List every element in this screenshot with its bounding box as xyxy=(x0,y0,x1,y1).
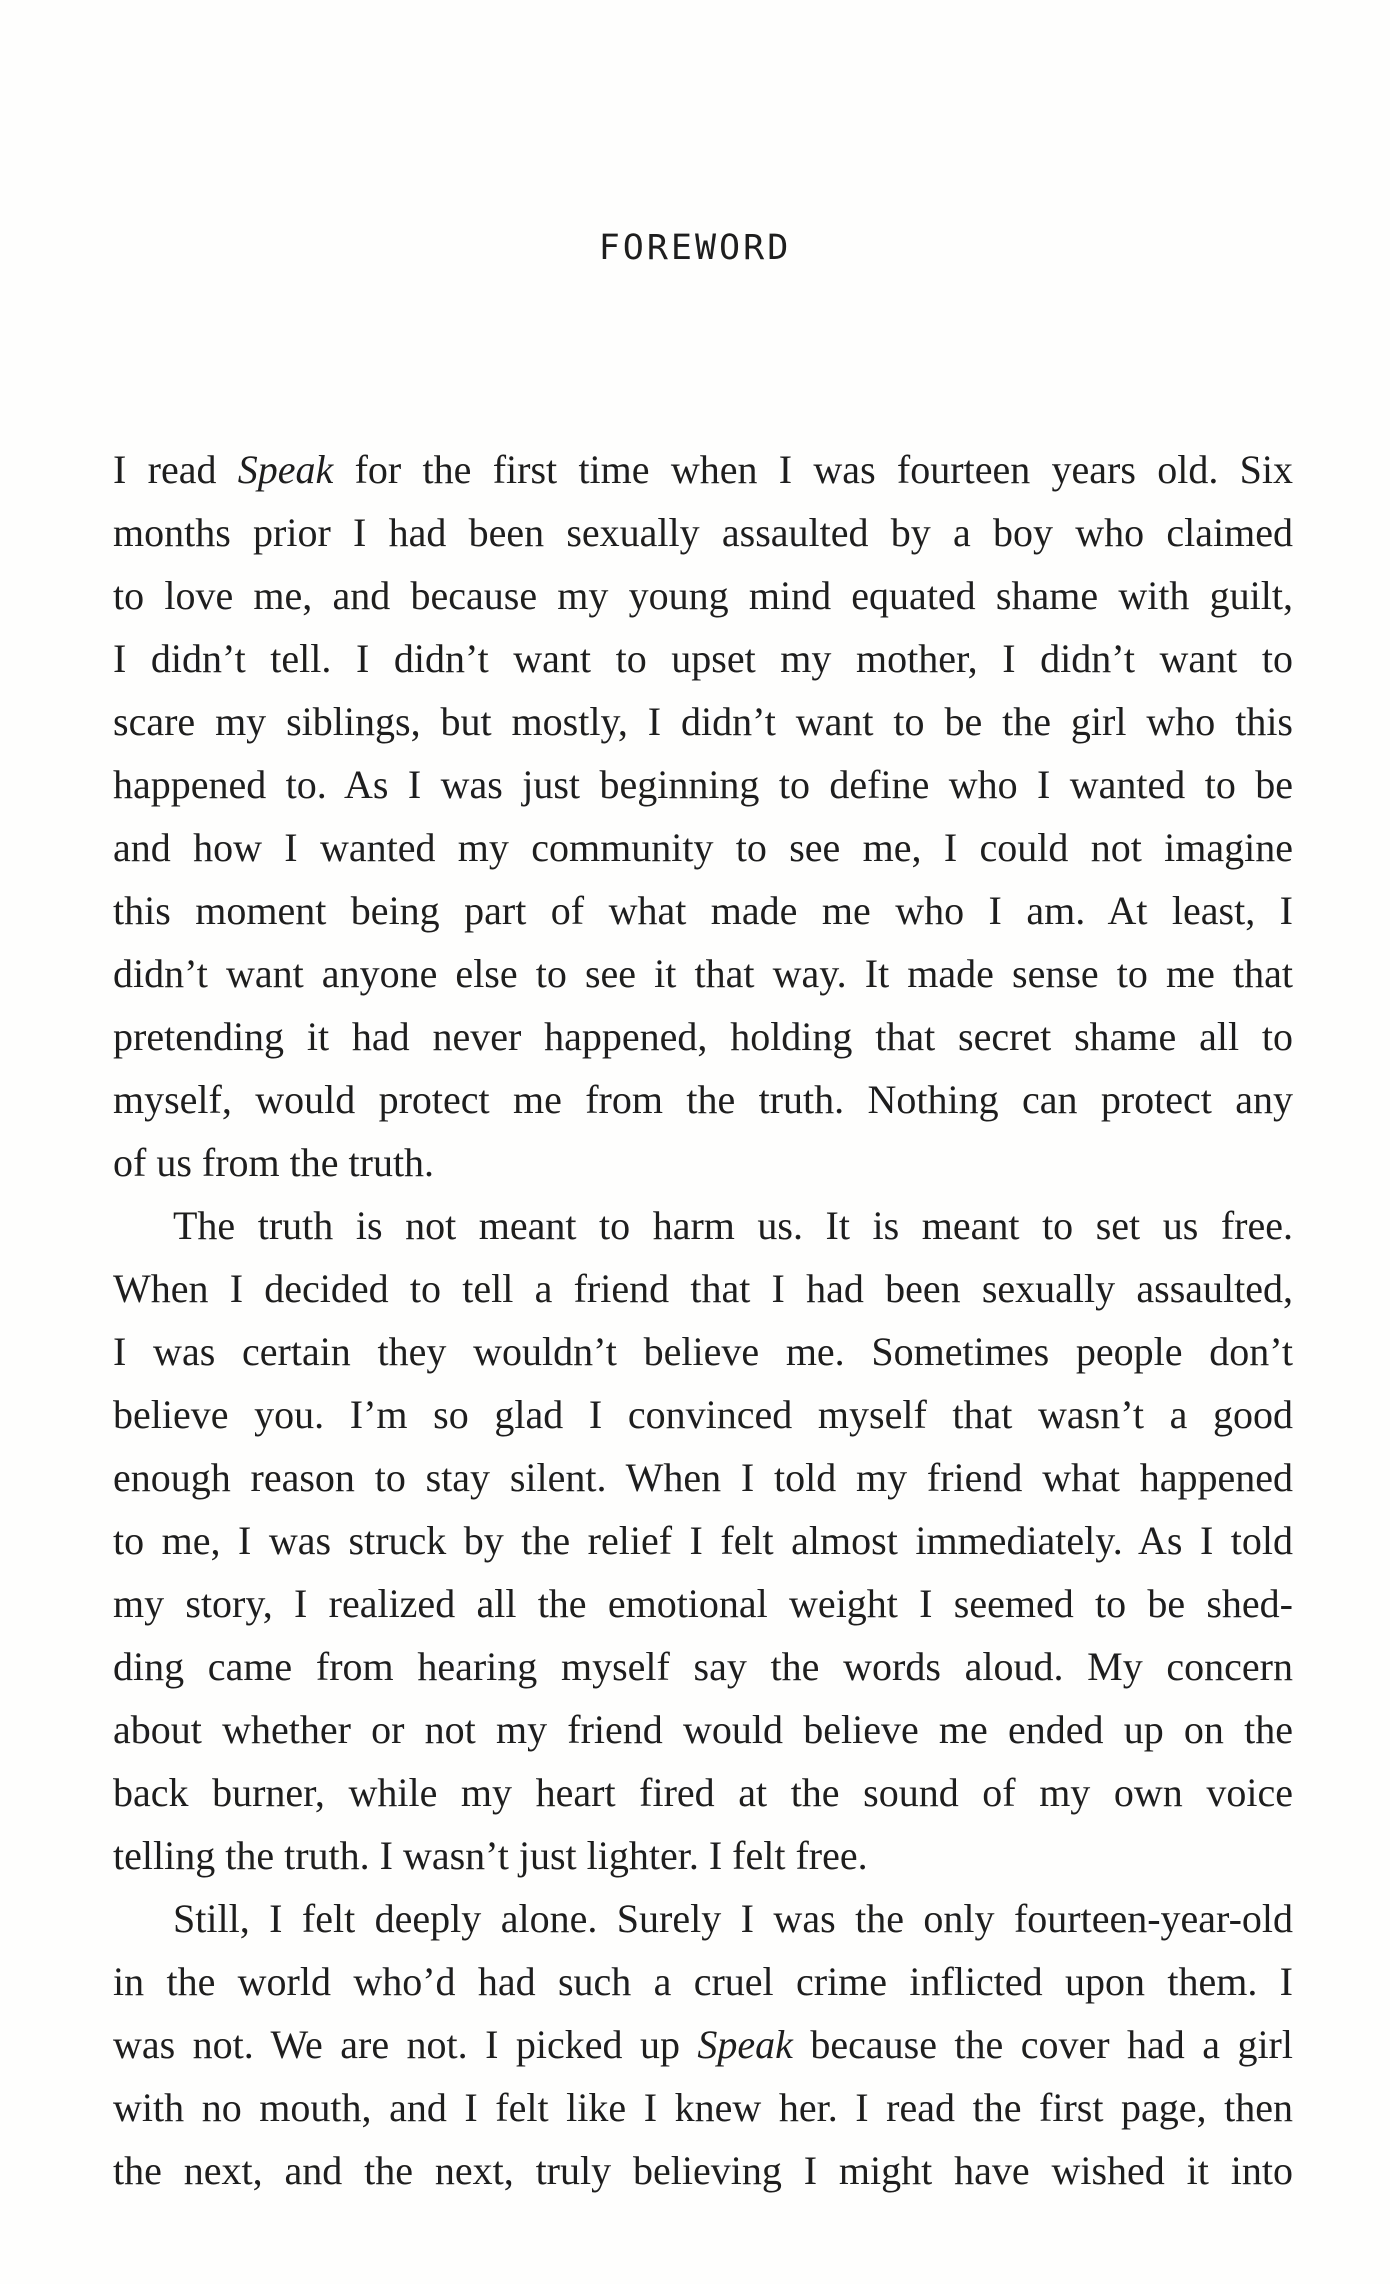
text-line: my story, I realized all the emotional weight I seemed to be shed- xyxy=(113,1581,1293,1626)
text-line: Still, I felt deeply alone. Surely I was the only fourteen-year-old xyxy=(173,1896,1293,1941)
text-line: back burner, while my heart fired at the sound of my own voice xyxy=(113,1770,1293,1815)
book-title-italic: Speak xyxy=(237,447,334,492)
text-line: I didn’t tell. I didn’t want to upset my mother, I didn’t want to xyxy=(113,636,1293,681)
text-line: telling the truth. I wasn’t just lighter. I felt free. xyxy=(113,1833,868,1878)
text-line: When I decided to tell a friend that I had been sexually assaulted, xyxy=(113,1266,1293,1311)
text-line: to me, I was struck by the relief I felt almost immediately. As I told xyxy=(113,1518,1293,1563)
text-line: to love me, and because my young mind equated shame with guilt, xyxy=(113,573,1293,618)
text-line: this moment being part of what made me who I am. At least, I xyxy=(113,888,1293,933)
text-line: in the world who’d had such a cruel crime inflicted upon them. I xyxy=(113,1959,1293,2004)
text-line: I was certain they wouldn’t believe me. Sometimes people don’t xyxy=(113,1329,1293,1374)
paragraph xyxy=(113,438,1293,1194)
text-line: believe you. I’m so glad I convinced myself that wasn’t a good xyxy=(113,1392,1293,1437)
text-line: enough reason to stay silent. When I told my friend what happened xyxy=(113,1455,1293,1500)
text-line: the next, and the next, truly believing I might have wished it into xyxy=(113,2148,1293,2193)
text-line: months prior I had been sexually assaulted by a boy who claimed xyxy=(113,510,1293,555)
text-line: of us from the truth. xyxy=(113,1140,435,1185)
paragraph xyxy=(113,1194,1293,1887)
text-line: scare my siblings, but mostly, I didn’t want to be the girl who this xyxy=(113,699,1293,744)
text-line: was not. We are not. I picked up Speak because the cover had a girl xyxy=(113,2022,1293,2067)
book-title-italic: Speak xyxy=(697,2022,793,2067)
text-line: with no mouth, and I felt like I knew her. I read the first page, then xyxy=(113,2085,1293,2130)
text-line: and how I wanted my community to see me, I could not imagine xyxy=(113,825,1293,870)
text-line: happened to. As I was just beginning to define who I wanted to be xyxy=(113,762,1293,807)
text-line: myself, would protect me from the truth. Nothing can protect any xyxy=(113,1077,1293,1122)
chapter-heading: FOREWORD xyxy=(598,228,792,268)
text-line: The truth is not meant to harm us. It is meant to set us free. xyxy=(173,1203,1293,1248)
text-line: didn’t want anyone else to see it that way. It made sense to me that xyxy=(113,951,1293,996)
text-line: about whether or not my friend would believe me ended up on the xyxy=(113,1707,1293,1752)
text-line: pretending it had never happened, holding that secret shame all to xyxy=(113,1014,1293,1059)
text-line: ding came from hearing myself say the words aloud. My concern xyxy=(113,1644,1293,1689)
foreword-body xyxy=(113,438,1293,2202)
text-line: I read Speak for the first time when I was fourteen years old. Six xyxy=(113,447,1293,492)
paragraph xyxy=(113,1887,1293,2202)
